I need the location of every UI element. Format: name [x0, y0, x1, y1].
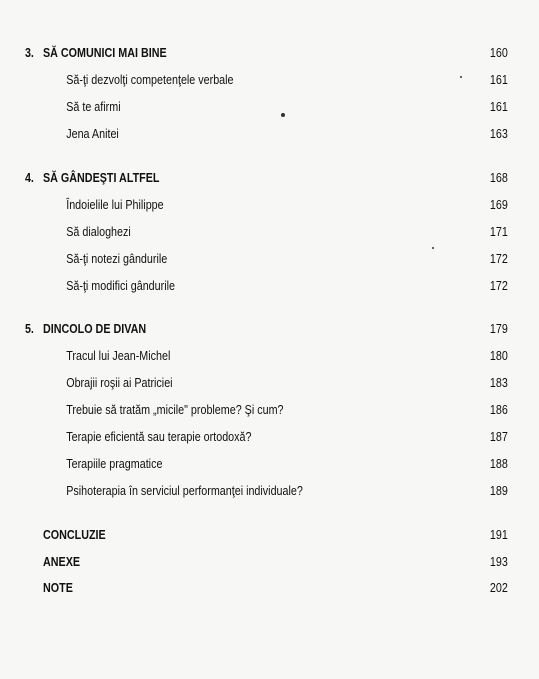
- entry-title: Să-ţi dezvolţi competenţele verbale: [66, 73, 234, 87]
- page-number: 172: [490, 279, 508, 293]
- page-number: 168: [490, 171, 508, 185]
- chapter-number: 5.: [24, 322, 34, 336]
- entry-title: Terapie eficientă sau terapie ortodoxă?: [66, 430, 252, 444]
- page-number: 188: [490, 457, 508, 471]
- page-number: 161: [490, 73, 508, 87]
- page-number: 187: [490, 430, 508, 444]
- page-number: 179: [490, 322, 508, 336]
- entry-title: Să dialoghezi: [66, 225, 131, 239]
- page-number: 169: [490, 198, 508, 212]
- entry-title: Jena Anitei: [66, 127, 119, 141]
- ink-speck: [281, 113, 285, 117]
- entry-title: Să-ţi modifici gândurile: [66, 279, 175, 293]
- chapter-number: 4.: [24, 171, 34, 185]
- chapter-title: SĂ COMUNICI MAI BINE: [43, 46, 167, 60]
- ink-speck: [460, 76, 462, 78]
- chapter-number: 3.: [24, 46, 34, 60]
- chapter-title: DINCOLO DE DIVAN: [43, 322, 147, 336]
- page-number: 183: [490, 376, 508, 390]
- entry-title: ANEXE: [43, 555, 81, 569]
- entry-title: Îndoielile lui Philippe: [66, 198, 164, 212]
- entry-title: Tracul lui Jean-Michel: [66, 349, 171, 363]
- entry-title: Terapiile pragmatice: [66, 457, 163, 471]
- chapter-title: SĂ GÂNDEŞTI ALTFEL: [43, 171, 160, 185]
- entry-title: Trebuie să tratăm „micile" probleme? Şi cum?: [66, 403, 284, 417]
- entry-title: Să te afirmi: [66, 100, 121, 114]
- page-number: 161: [490, 100, 508, 114]
- entry-title: Să-ţi notezi gândurile: [66, 252, 168, 266]
- entry-title: CONCLUZIE: [43, 528, 106, 542]
- page-number: 180: [490, 349, 508, 363]
- entry-title: NOTE: [43, 581, 73, 595]
- ink-speck: [432, 247, 434, 249]
- page-number: 189: [490, 484, 508, 498]
- page-number: 160: [490, 46, 508, 60]
- page-number: 202: [490, 581, 508, 595]
- page-number: 163: [490, 127, 508, 141]
- page-number: 172: [490, 252, 508, 266]
- entry-title: Psihoterapia în serviciul performanţei individuale?: [66, 484, 303, 498]
- page-number: 186: [490, 403, 508, 417]
- page-number: 171: [490, 225, 508, 239]
- page-number: 193: [490, 555, 508, 569]
- page-number: 191: [490, 528, 508, 542]
- entry-title: Obrajii roşii ai Patriciei: [66, 376, 173, 390]
